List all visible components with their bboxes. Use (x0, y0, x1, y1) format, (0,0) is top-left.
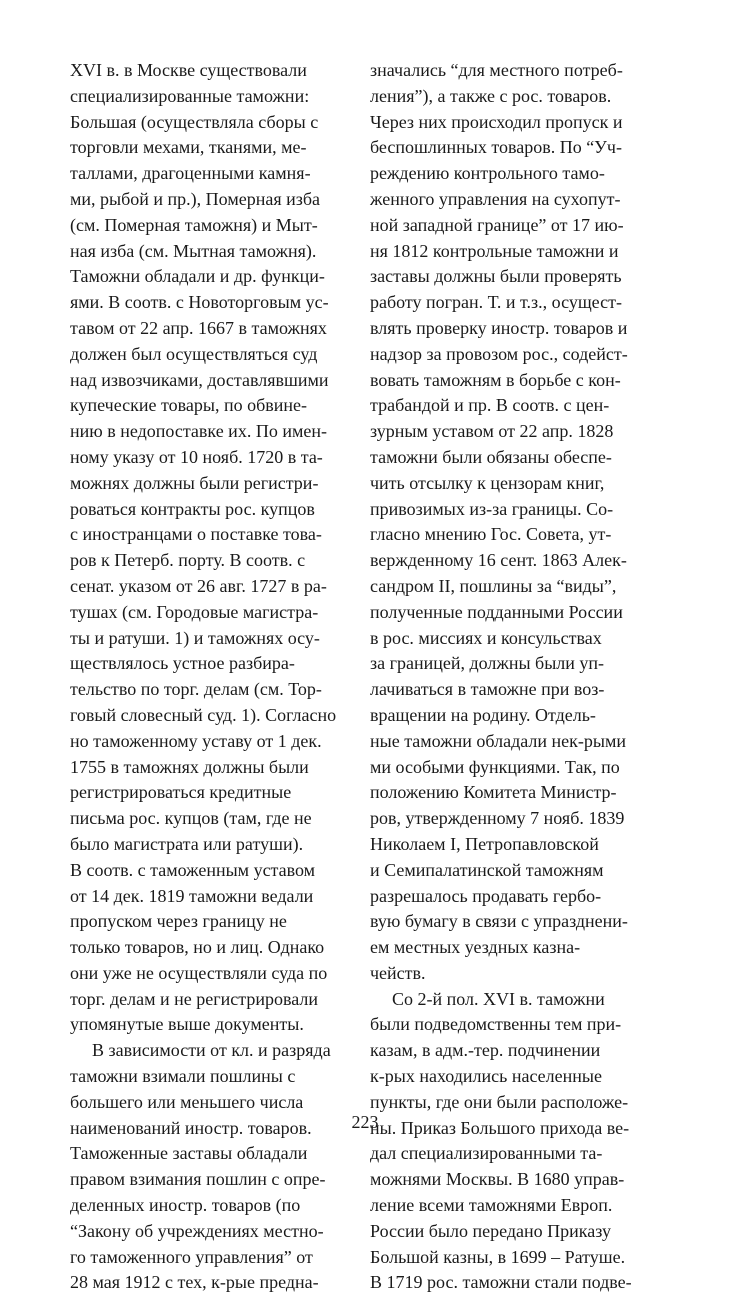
text-line: ная изба (см. Мытная таможня). (70, 240, 317, 261)
text-line: ной западной границе” от 17 ию- (370, 214, 624, 235)
text-line: значались “для местного потреб- (370, 60, 623, 80)
text-line: к-рых находились населенные (370, 1066, 602, 1087)
text-line: лачиваться в таможне при воз- (370, 679, 605, 700)
text-line: только товаров, но и лиц. Однако (70, 937, 325, 958)
text-line: и Семипалатинской таможням (370, 859, 604, 880)
text-line: таллами, драгоценными камня- (70, 163, 311, 184)
text-line: купеческие товары, по обвине- (70, 395, 308, 416)
text-line: ществлялось устное разбира- (70, 653, 295, 674)
text-line: от 14 дек. 1819 таможни ведали (70, 885, 314, 906)
text-line: В зависимости от кл. и разряда (92, 1040, 331, 1061)
text-line: го таможенного управления” от (70, 1246, 313, 1267)
text-line: женного управления на сухопут- (370, 188, 621, 209)
text-line: они уже не осуществляли суда по (70, 962, 328, 983)
text-line: ня 1812 контрольные таможни и (370, 240, 619, 261)
text-line: 28 мая 1912 с тех, к-рые предна- (70, 1272, 319, 1293)
text-line: ны. Приказ Большого прихода ве- (370, 1117, 630, 1138)
text-line: было магистрата или ратуши). (70, 833, 304, 854)
text-line: пропуском через границу не (70, 911, 287, 932)
text-line: торг. делам и не регистрировали (70, 988, 318, 1009)
text-line: XVI в. в Москве существовали (70, 60, 307, 80)
text-line: России было передано Приказу (370, 1220, 611, 1241)
text-line: (см. Померная таможня) и Мыт- (70, 214, 318, 235)
text-line: специализированные таможни: (70, 85, 310, 106)
text-line: работу погран. Т. и т.з., осущест- (370, 292, 622, 313)
text-line: должен был осуществляться суд (70, 343, 318, 364)
text-line: ми особыми функциями. Так, по (370, 756, 620, 777)
text-line: упомянутые выше документы. (70, 1014, 304, 1035)
text-line: ми, рыбой и пр.), Померная изба (70, 188, 320, 209)
text-line: вовать таможням в борьбе с кон- (370, 369, 621, 390)
text-line: ров к Петерб. порту. В соотв. с (70, 550, 306, 571)
text-line: ному указу от 10 нояб. 1720 в та- (70, 446, 323, 467)
text-line: привозимых из-за границы. Со- (370, 498, 614, 519)
text-line: таможни были обязаны обеспе- (370, 446, 612, 467)
text-line: говый словесный суд. 1). Согласно (70, 704, 337, 725)
text-line: письма рос. купцов (там, где не (70, 808, 312, 829)
text-line: ров, утвержденному 7 нояб. 1839 (370, 808, 625, 829)
text-line: ты и ратуши. 1) и таможнях осу- (70, 627, 320, 648)
text-line: разрешалось продавать гербо- (370, 885, 602, 906)
left-column (70, 58, 342, 1296)
text-line: Таможенные заставы обладали (70, 1143, 308, 1164)
text-line: наименований иностр. товаров. (70, 1117, 312, 1138)
text-line: Через них происходил пропуск и (370, 111, 623, 132)
page-number: 223 (351, 1112, 379, 1132)
text-line: в рос. миссиях и консульствах (370, 627, 602, 648)
text-line: вержденному 16 сент. 1863 Алек- (370, 550, 627, 571)
text-line: большего или меньшего числа (70, 1091, 304, 1112)
text-line: дал специализированными та- (370, 1143, 603, 1164)
text-line: Большая (осуществляла сборы с (70, 111, 319, 132)
text-line: В соотв. с таможенным уставом (70, 859, 316, 880)
text-line: гласно мнению Гос. Совета, ут- (370, 524, 612, 545)
text-line: Николаем I, Петропавловской (370, 833, 599, 854)
text-line: трабандой и пр. В соотв. с цен- (370, 395, 610, 416)
text-line: Таможни обладали и др. функци- (70, 266, 325, 287)
text-line: Со 2-й пол. XVI в. таможни (392, 988, 605, 1009)
text-line: чейств. (370, 962, 426, 983)
text-line: чить отсылку к цензорам книг, (370, 472, 605, 493)
text-line: регистрироваться кредитные (70, 782, 292, 803)
text-line: ные таможни обладали нек-рыми (370, 730, 627, 751)
text-line: “Закону об учреждениях местно- (70, 1220, 324, 1241)
text-line: ем местных уездных казна- (370, 937, 581, 958)
text-line: над извозчиками, доставлявшими (70, 369, 329, 390)
text-line: роваться контракты рос. купцов (70, 498, 315, 519)
text-line: сенат. указом от 26 авг. 1727 в ра- (70, 575, 327, 596)
text-line: торговли мехами, тканями, ме- (70, 137, 307, 158)
text-line: сандром II, пошлины за “виды”, (370, 575, 617, 596)
text-line: реждению контрольного тамо- (370, 163, 605, 184)
text-line: тавом от 22 апр. 1667 в таможнях (70, 317, 327, 338)
text-line: тельство по торг. делам (см. Тор- (70, 679, 322, 700)
text-line: таможни взимали пошлины с (70, 1066, 296, 1087)
text-line: положению Комитета Министр- (370, 782, 617, 803)
text-line: надзор за провозом рос., содейст- (370, 343, 628, 364)
text-line: ления”), а также с рос. товаров. (370, 85, 612, 106)
text-line: с иностранцами о поставке това- (70, 524, 322, 545)
text-line: беспошлинных товаров. По “Уч- (370, 137, 622, 158)
text-line: но таможенному уставу от 1 дек. (70, 730, 322, 751)
text-line: за границей, должны были уп- (370, 653, 605, 674)
text-line: зурным уставом от 22 апр. 1828 (370, 421, 614, 442)
text-line: правом взимания пошлин с опре- (70, 1169, 326, 1190)
right-column (370, 58, 642, 1296)
text-line: вую бумагу в связи с упразднени- (370, 911, 628, 932)
text-line: 1755 в таможнях должны были (70, 756, 309, 777)
text-line: вращении на родину. Отдель- (370, 704, 596, 725)
text-line: ление всеми таможнями Европ. (370, 1195, 613, 1216)
text-line: казам, в адм.-тер. подчинении (370, 1040, 601, 1061)
text-line: полученные подданными России (370, 601, 623, 622)
text-line: нию в недопоставке их. По имен- (70, 421, 327, 442)
text-line: заставы должны были проверять (370, 266, 622, 287)
text-line: ями. В соотв. с Новоторговым ус- (70, 292, 329, 313)
text-line: влять проверку иностр. товаров и (370, 317, 628, 338)
text-line: пункты, где они были расположе- (370, 1091, 629, 1112)
text-line: Большой казны, в 1699 – Ратуше. (370, 1246, 626, 1267)
text-line: можнями Москвы. В 1680 управ- (370, 1169, 625, 1190)
text-line: можнях должны были регистри- (70, 472, 319, 493)
text-line: были подведомственны тем при- (370, 1014, 622, 1035)
text-line: тушах (см. Городовые магистра- (70, 601, 319, 622)
text-line: В 1719 рос. таможни стали подве- (370, 1272, 632, 1293)
text-line: деленных иностр. товаров (по (70, 1195, 301, 1216)
